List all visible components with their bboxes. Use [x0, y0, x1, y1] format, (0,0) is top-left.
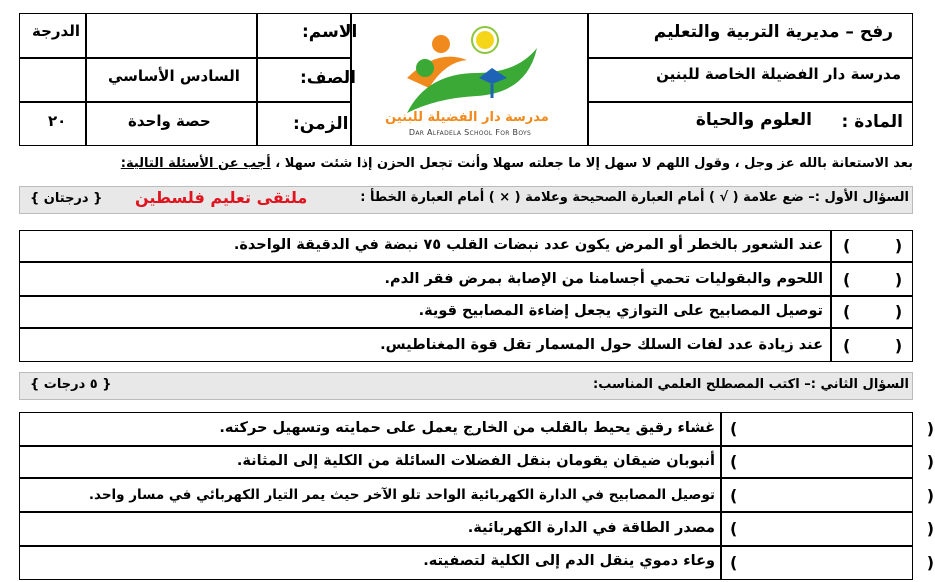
q2-item-4: مصدر الطاقة في الدارة الكهربائية.	[467, 520, 715, 536]
q2-answer-blank-5[interactable]: ( )	[730, 553, 935, 572]
directorate-title: رفح – مديرية التربية والتعليم	[653, 22, 893, 42]
school-name: مدرسة دار الفضيلة الخاصة للبنين	[656, 65, 901, 83]
q1-title: السؤال الأول :– ضع علامة ( √ ) أمام العبارة الصحيحة وعلامة ( × ) أمام العبارة الخطأ :	[360, 190, 909, 205]
intro-line	[121, 156, 913, 171]
intro-answer: أجب عن الأسئلة التالية:	[120, 156, 271, 171]
q1-answer-blank-4[interactable]: ( )	[843, 336, 903, 355]
q1-answer-blank-1[interactable]: ( )	[843, 236, 903, 255]
name-label: الاسم:	[302, 22, 358, 42]
time-label: الزمن:	[293, 114, 349, 134]
subject-value: العلوم والحياة	[695, 110, 812, 130]
q1-marks: { درجتان }	[30, 191, 103, 206]
logo-text-en: Dar Alfadela School For Boys	[408, 128, 532, 137]
logo-text-ar: مدرسة دار الفضيلة للبنين	[385, 110, 549, 125]
q1-item-2: اللحوم والبقوليات تحمي أجسامنا من الإصابة بمرض فقر الدم.	[384, 271, 823, 287]
time-value: حصة واحدة	[128, 112, 211, 130]
q2-marks: { ٥ درجات }	[30, 377, 112, 392]
intro-text: بعد الاستعانة بالله عز وجل ، وقول اللهم لا سهل إلا ما جعلته سهلا وأنت تجعل الحزن إذا شئت سهلا ،	[275, 156, 913, 171]
subject-label: المادة :	[841, 112, 903, 132]
class-label: الصف:	[300, 68, 357, 88]
grade-value: ٢٠	[48, 112, 67, 130]
q1-answer-blank-3[interactable]: ( )	[843, 302, 903, 321]
q2-item-2: أنبوبان ضيقان يقومان بنقل الفضلات السائلة من الكلية إلى المثانة.	[236, 453, 715, 469]
q2-answer-blank-2[interactable]: ( )	[730, 452, 935, 471]
q1-item-1: عند الشعور بالخطر أو المرض يكون عدد نبضات القلب ٧٥ نبضة في الدقيقة الواحدة.	[233, 237, 823, 253]
q1-item-3: توصيل المصابيح على التوازي يجعل إضاءة المصابيح قوية.	[418, 303, 823, 319]
q2-title: السؤال الثاني :– اكتب المصطلح العلمي المناسب:	[593, 377, 909, 392]
q2-item-3: توصيل المصابيح في الدارة الكهربائية الواحد تلو الآخر حيث يمر التيار الكهربائي في مسار واحد.	[88, 487, 715, 503]
q2-answer-blank-3[interactable]: ( )	[730, 486, 935, 505]
grade-label: الدرجة	[32, 22, 80, 40]
school-logo	[367, 18, 567, 144]
q2-answer-blank-4[interactable]: ( )	[730, 519, 935, 538]
q2-item-1: غشاء رقيق يحيط بالقلب من الخارج يعمل على حمايته وتسهيل حركته.	[219, 420, 715, 436]
watermark-text: ملتقى تعليم فلسطين	[135, 188, 308, 207]
q1-item-4: عند زيادة عدد لفات السلك حول المسمار تقل قوة المغناطيس.	[380, 337, 823, 353]
q2-item-5: وعاء دموي ينقل الدم إلى الكلية لتصفيته.	[423, 553, 715, 569]
class-value: السادس الأساسي	[108, 67, 240, 85]
q2-answer-blank-1[interactable]: ( )	[730, 419, 935, 438]
q1-answer-blank-2[interactable]: ( )	[843, 270, 903, 289]
